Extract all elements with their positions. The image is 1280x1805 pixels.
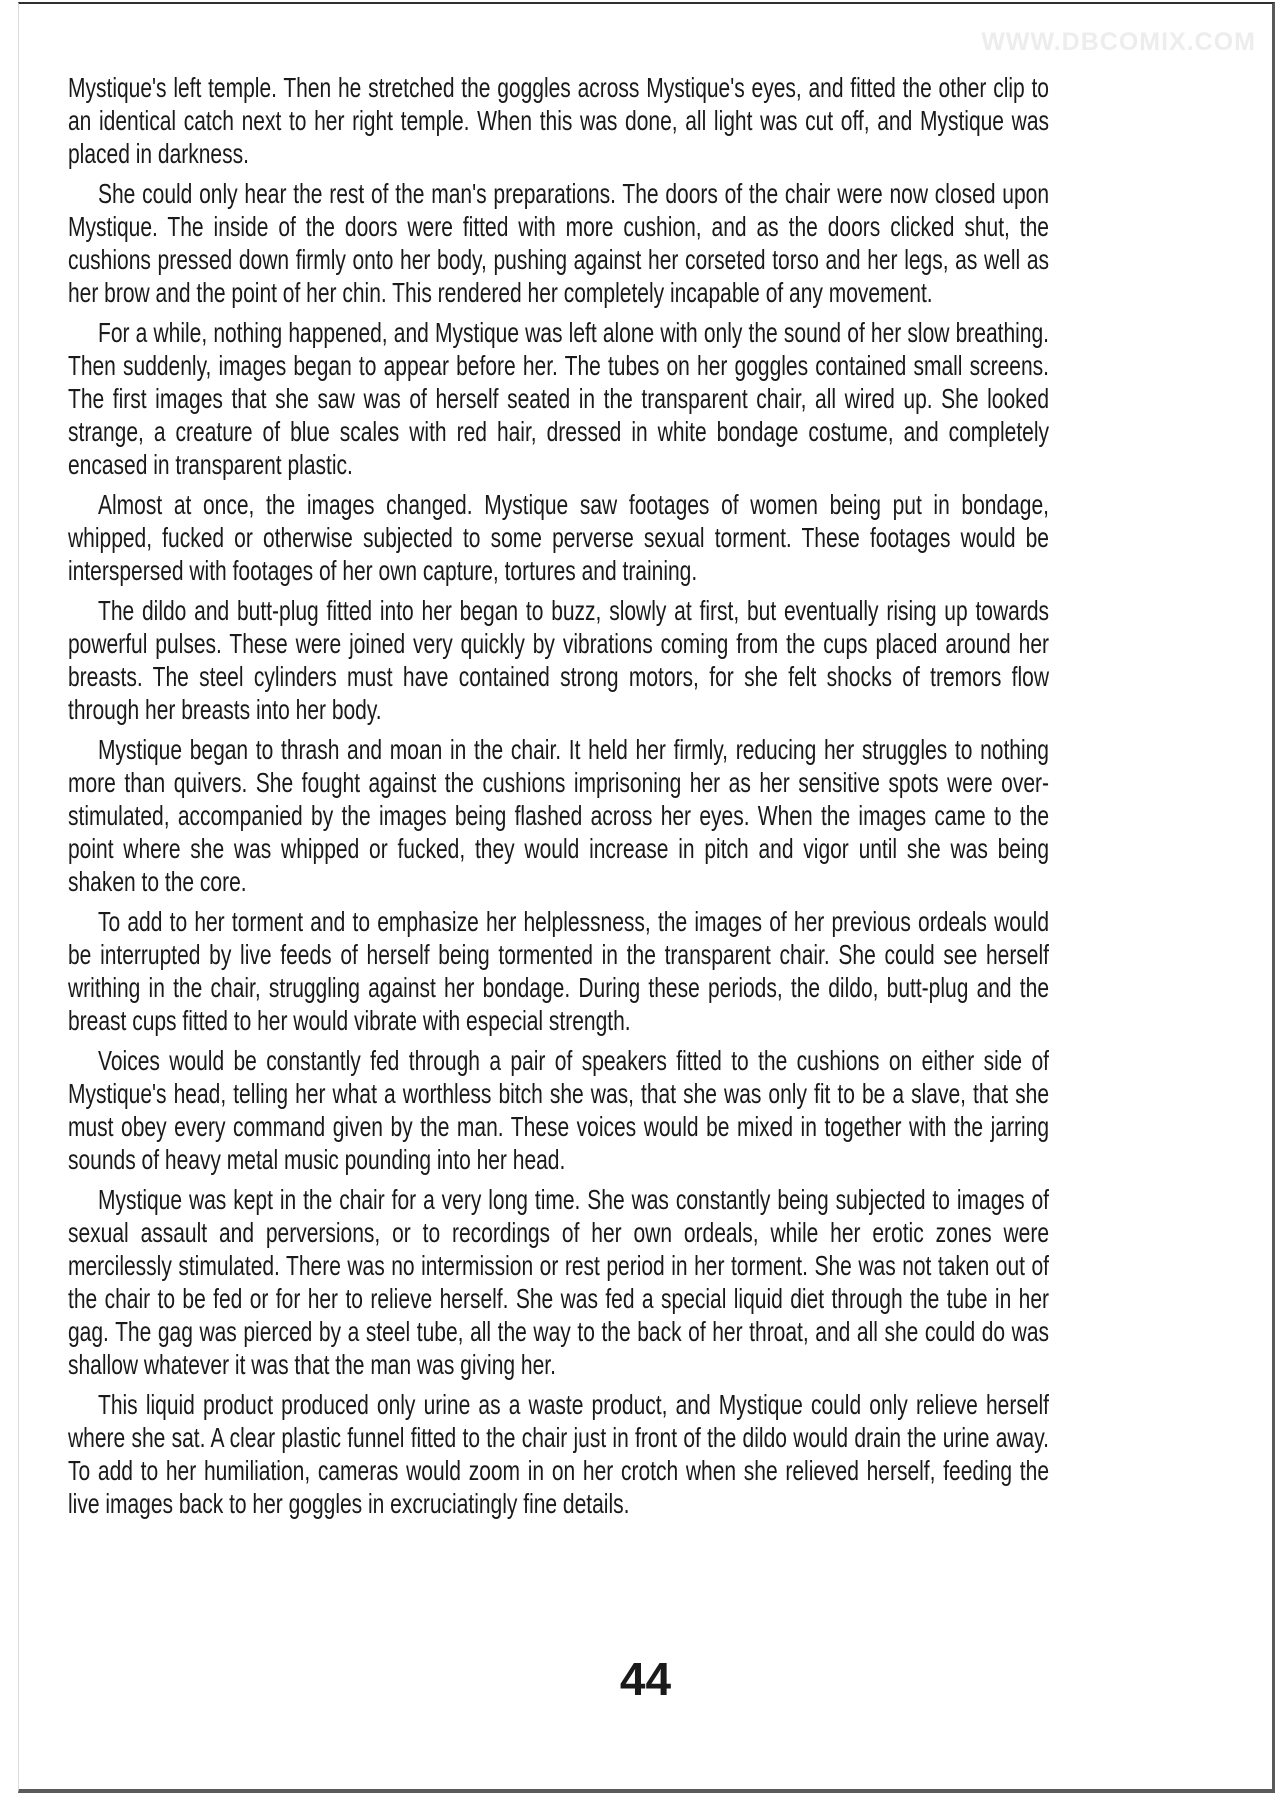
- story-paragraph: Mystique began to thrash and moan in the chair. It held her firmly, reducing her struggles to nothing more than quivers. She fought against the cushions imprisoning her as her sensitive spots were over-stimulated, accompanied by the images being flashed across her eyes. When the images came to the point where she was whipped or fucked, they would increase in pitch and vigor until she was being shaken to the core.: [68, 734, 1049, 897]
- story-paragraph: This liquid product produced only urine as a waste product, and Mystique could only relieve herself where she sat. A clear plastic funnel fitted to the chair just in front of the dildo would drain the urine away. To add to her humiliation, cameras would zoom in on her crotch when she relieved herself, feeding the live images back to her goggles in excruciatingly fine details.: [68, 1389, 1049, 1519]
- page-number: 44: [619, 1653, 672, 1705]
- story-paragraph: To add to her torment and to emphasize her helplessness, the images of her previous ordeals would be interrupted by live feeds of herself being tormented in the transparent chair. She could see herself writhing in the chair, struggling against her bondage. During these periods, the dildo, butt-plug and the breast cups fitted to her would vibrate with especial strength.: [68, 906, 1049, 1036]
- story-paragraph: Voices would be constantly fed through a pair of speakers fitted to the cushions on either side of Mystique's head, telling her what a worthless bitch she was, that she was only fit to be a slave, that she must obey every command given by the man. These voices would be mixed in together with the jarring sounds of heavy metal music pounding into her head.: [68, 1045, 1049, 1175]
- story-paragraph: Mystique was kept in the chair for a very long time. She was constantly being subjected to images of sexual assault and perversions, or to recordings of her own ordeals, while her erotic zones were mercilessly stimulated. There was no intermission or rest period in her torment. She was not taken out of the chair to be fed or for her to relieve herself. She was fed a special liquid diet through the tube in her gag. The gag was pierced by a steel tube, all the way to the back of her throat, and all she could do was shallow whatever it was that the man was giving her.: [68, 1184, 1049, 1380]
- story-text: [68, 71, 1049, 1527]
- story-paragraph: The dildo and butt-plug fitted into her began to buzz, slowly at first, but eventually rising up towards powerful pulses. These were joined very quickly by vibrations coming from the cups placed around her breasts. The steel cylinders must have contained strong motors, for she felt shocks of tremors flow through her breasts into her body.: [68, 595, 1049, 725]
- story-paragraph: She could only hear the rest of the man's preparations. The doors of the chair were now closed upon Mystique. The inside of the doors were fitted with more cushion, and as the doors clicked shut, the cushions pressed down firmly onto her body, pushing against her corseted torso and her legs, as well as her brow and the point of her chin. This rendered her completely incapable of any movement.: [68, 178, 1049, 308]
- story-paragraph: Almost at once, the images changed. Mystique saw footages of women being put in bondage, whipped, fucked or otherwise subjected to some perverse sexual torment. These footages would be interspersed with footages of her own capture, tortures and training.: [68, 489, 1049, 586]
- story-paragraph: For a while, nothing happened, and Mystique was left alone with only the sound of her slow breathing. Then suddenly, images began to appear before her. The tubes on her goggles contained small screens. The first images that she saw was of herself seated in the transparent chair, all wired up. She looked strange, a creature of blue scales with red hair, dressed in white bondage costume, and completely encased in transparent plastic.: [68, 317, 1049, 480]
- watermark-text: WWW.DBCOMIX.COM: [981, 28, 1256, 56]
- story-paragraph: Mystique's left temple. Then he stretched the goggles across Mystique's eyes, and fitted the other clip to an identical catch next to her right temple. When this was done, all light was cut off, and Mystique was placed in darkness.: [68, 72, 1049, 169]
- document-page: [18, 2, 1275, 1793]
